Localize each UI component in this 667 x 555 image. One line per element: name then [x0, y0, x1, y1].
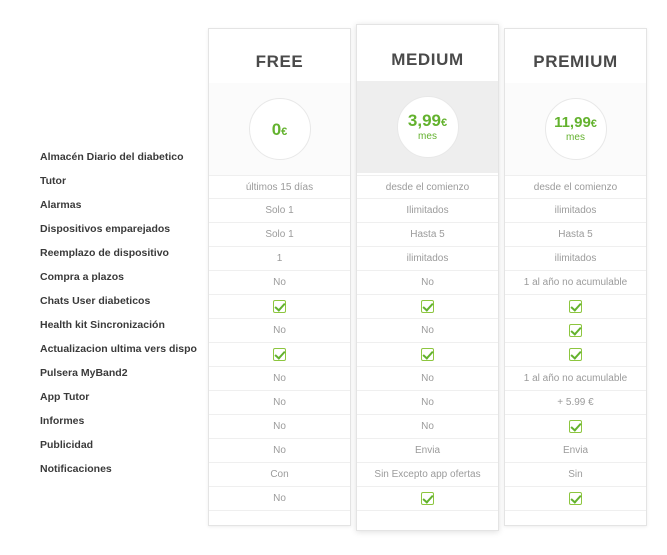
- plan-value: [505, 295, 646, 319]
- plan-value: ilimitados: [505, 247, 646, 271]
- plan-price-free: 0€: [271, 119, 288, 139]
- plan-value: [357, 487, 498, 511]
- plan-price-badge-medium: [397, 96, 459, 158]
- feature-label: Dispositivos emparejados: [40, 223, 171, 235]
- check-icon: [421, 492, 434, 505]
- plan-value: No: [209, 367, 350, 391]
- plan-value: Solo 1: [209, 199, 350, 223]
- plan-value: No: [209, 487, 350, 511]
- plan-value: Hasta 5: [505, 223, 646, 247]
- plan-value: [209, 295, 350, 319]
- plan-value: No: [209, 415, 350, 439]
- plan-value: No: [209, 319, 350, 343]
- plan-value: Solo 1: [209, 223, 350, 247]
- plan-value: ilimitados: [357, 247, 498, 271]
- plan-value: 1 al año no acumulable: [505, 367, 646, 391]
- plan-price-zone-premium: [505, 83, 646, 175]
- feature-label: Actualizacion ultima vers dispo: [40, 343, 197, 355]
- plan-values-free: [209, 175, 350, 511]
- plan-value: No: [357, 319, 498, 343]
- check-icon: [569, 324, 582, 337]
- plan-values-medium: [357, 175, 498, 511]
- plan-price-badge-free: [249, 98, 311, 160]
- plan-value: desde el comienzo: [357, 175, 498, 199]
- feature-label: Notificaciones: [40, 463, 112, 475]
- plan-period-premium: mes: [566, 132, 585, 143]
- plan-price-premium: 11,99€: [554, 114, 597, 131]
- plan-value: [357, 295, 498, 319]
- plan-value: Sin Excepto app ofertas: [357, 463, 498, 487]
- plan-card-free[interactable]: [208, 28, 351, 526]
- plan-title-premium: PREMIUM: [533, 52, 618, 71]
- plan-card-premium[interactable]: [504, 28, 647, 526]
- plan-period-medium: mes: [418, 131, 437, 142]
- plan-card-medium[interactable]: [356, 24, 499, 531]
- plan-price-medium: 3,99€: [407, 111, 448, 130]
- plan-price-badge-premium: [545, 98, 607, 160]
- check-icon: [569, 492, 582, 505]
- feature-label: Alarmas: [40, 199, 82, 211]
- plan-price-zone-free: [209, 83, 350, 175]
- feature-label: Reemplazo de dispositivo: [40, 247, 169, 259]
- plan-value: [505, 487, 646, 511]
- check-icon: [569, 420, 582, 433]
- feature-label: Compra a plazos: [40, 271, 125, 283]
- plan-value: No: [209, 271, 350, 295]
- plan-value: + 5.99 €: [505, 391, 646, 415]
- plan-value: ilimitados: [505, 199, 646, 223]
- plan-value: 1: [209, 247, 350, 271]
- plan-value: No: [357, 391, 498, 415]
- plan-values-premium: [505, 175, 646, 511]
- plan-value: Con: [209, 463, 350, 487]
- feature-label: Pulsera MyBand2: [40, 367, 128, 379]
- plan-value: desde el comienzo: [505, 175, 646, 199]
- plan-value: No: [209, 391, 350, 415]
- plan-value: 1 al año no acumulable: [505, 271, 646, 295]
- feature-label: App Tutor: [40, 391, 90, 403]
- plan-value: [357, 343, 498, 367]
- plan-value: últimos 15 días: [209, 175, 350, 199]
- plan-value: Hasta 5: [357, 223, 498, 247]
- plan-price-zone-medium: [357, 81, 498, 173]
- plan-value: Sin: [505, 463, 646, 487]
- plan-value: [505, 343, 646, 367]
- feature-label: Health kit Sincronización: [40, 319, 165, 331]
- plan-value: [209, 343, 350, 367]
- feature-label: Almacén Diario del diabetico: [40, 151, 184, 163]
- feature-label-column: [40, 145, 210, 481]
- plan-value: No: [357, 271, 498, 295]
- plan-title-medium: MEDIUM: [391, 50, 464, 69]
- feature-label: Publicidad: [40, 439, 94, 451]
- feature-label: Informes: [40, 415, 85, 427]
- plan-value: [505, 319, 646, 343]
- plan-value: No: [357, 367, 498, 391]
- plan-value: Ilimitados: [357, 199, 498, 223]
- plan-title-free: FREE: [255, 52, 304, 71]
- check-icon: [569, 348, 582, 361]
- check-icon: [421, 300, 434, 313]
- check-icon: [569, 300, 582, 313]
- plan-value: No: [357, 415, 498, 439]
- check-icon: [273, 348, 286, 361]
- feature-label: Chats User diabeticos: [40, 295, 151, 307]
- plan-value: Envia: [357, 439, 498, 463]
- check-icon: [421, 348, 434, 361]
- feature-label: Tutor: [40, 175, 67, 187]
- check-icon: [273, 300, 286, 313]
- plan-value: [505, 415, 646, 439]
- plan-value: Envia: [505, 439, 646, 463]
- plan-value: No: [209, 439, 350, 463]
